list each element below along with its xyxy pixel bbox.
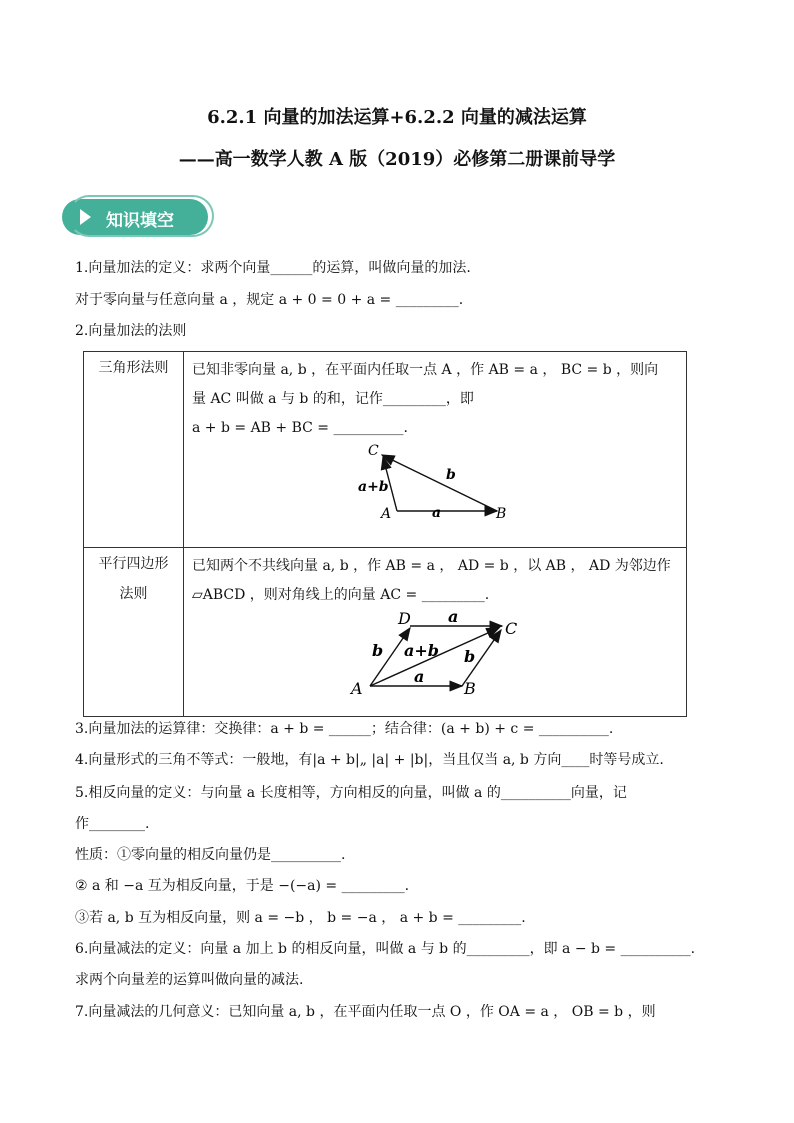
item-4: 4.向量形式的三角不等式：一般地，有|a + b|„ |a| + |b|，当且仅当 a, b 方向____时等号成立. (75, 752, 664, 768)
item-1: 1.向量加法的定义：求两个向量______的运算，叫做向量的加法. (75, 260, 471, 276)
vector-a-label: a (432, 505, 442, 521)
addition-rules-table (83, 351, 687, 717)
triangle-text-2: 量 AC 叫做 a 与 b 的和，记作_________，即 (192, 391, 474, 407)
point-d-label: D (398, 610, 411, 628)
rule-body-triangle (184, 352, 687, 548)
point-b-label: B (496, 506, 507, 521)
vector-b-left-label: b (372, 641, 384, 660)
vector-b-right-label: b (464, 647, 476, 666)
rule-name-text: 平行四边形 (98, 556, 169, 572)
table-row (84, 548, 687, 717)
parallelogram-diagram (192, 610, 672, 698)
item-5: 5.相反向量的定义：与向量 a 长度相等，方向相反的向量，叫做 a 的__________向量，记 (75, 785, 627, 801)
vector-b-label: b (446, 467, 456, 483)
vector-sum-label: a+b (404, 641, 439, 660)
item-1b: 对于零向量与任意向量 a ，规定 a + 0 = 0 + a = _________. (75, 292, 464, 308)
item-3: 3.向量加法的运算律：交换律：a + b = ______；结合律：(a + b) + c = __________. (75, 721, 614, 737)
rule-name-triangle (84, 352, 184, 548)
item-5b: 作________. (75, 816, 150, 832)
item-5-property-1: 性质：①零向量的相反向量仍是__________. (75, 847, 346, 863)
badge-label: 知识填空 (106, 211, 174, 231)
title-line-2: ——高一数学人教 A 版（2019）必修第二册课前导学 (178, 149, 616, 170)
point-a-label: A (381, 506, 392, 521)
item-5-property-3: ③若 a, b 互为相反向量，则 a = −b ， b = −a ， a + b = _________. (75, 910, 526, 926)
item-6b: 求两个向量差的运算叫做向量的减法. (75, 972, 304, 988)
item-6: 6.向量减法的定义：向量 a 加上 b 的相反向量，叫做 a 与 b 的_________，即 a − b = __________. (75, 941, 696, 957)
section-badge (62, 195, 214, 241)
parallelogram-text-1: 已知两个不共线向量 a, b ，作 AB = a ， AD = b ，以 AB ， AD 为邻边作 (192, 558, 671, 574)
vector-b-arrow (382, 455, 497, 511)
triangle-diagram (192, 443, 672, 521)
table-row (84, 352, 687, 548)
triangle-text-3: a + b = AB + BC = __________. (192, 420, 408, 436)
point-c-label: C (505, 619, 518, 638)
point-a-label: A (351, 679, 363, 698)
item-7: 7.向量减法的几何意义：已知向量 a, b ，在平面内任取一点 O ，作 OA = a ， OB = b ，则 (75, 1004, 656, 1020)
point-b-label: B (464, 679, 476, 698)
rule-name-text: 三角形法则 (98, 360, 169, 376)
item-5-property-2: ② a 和 −a 互为相反向量，于是 −(−a) = _________. (75, 878, 410, 894)
parallelogram-text-2: ▱ABCD ，则对角线上的向量 AC = _________. (192, 587, 490, 603)
vector-a-top-label: a (448, 610, 459, 626)
rule-name-text-2: 法则 (119, 586, 148, 602)
triangle-text-1: 已知非零向量 a, b ，在平面内任取一点 A ，作 AB = a ， BC = b ，则向 (192, 362, 659, 378)
rule-body-parallelogram (184, 548, 687, 717)
vector-sum-label: a+b (358, 479, 389, 495)
item-2: 2.向量加法的法则 (75, 323, 187, 339)
point-c-label: C (368, 443, 379, 459)
vector-a-bottom-label: a (414, 667, 425, 686)
title-line-1: 6.2.1 向量的加法运算+6.2.2 向量的减法运算 (207, 107, 587, 128)
rule-name-parallelogram (84, 548, 184, 717)
play-icon (80, 209, 91, 225)
